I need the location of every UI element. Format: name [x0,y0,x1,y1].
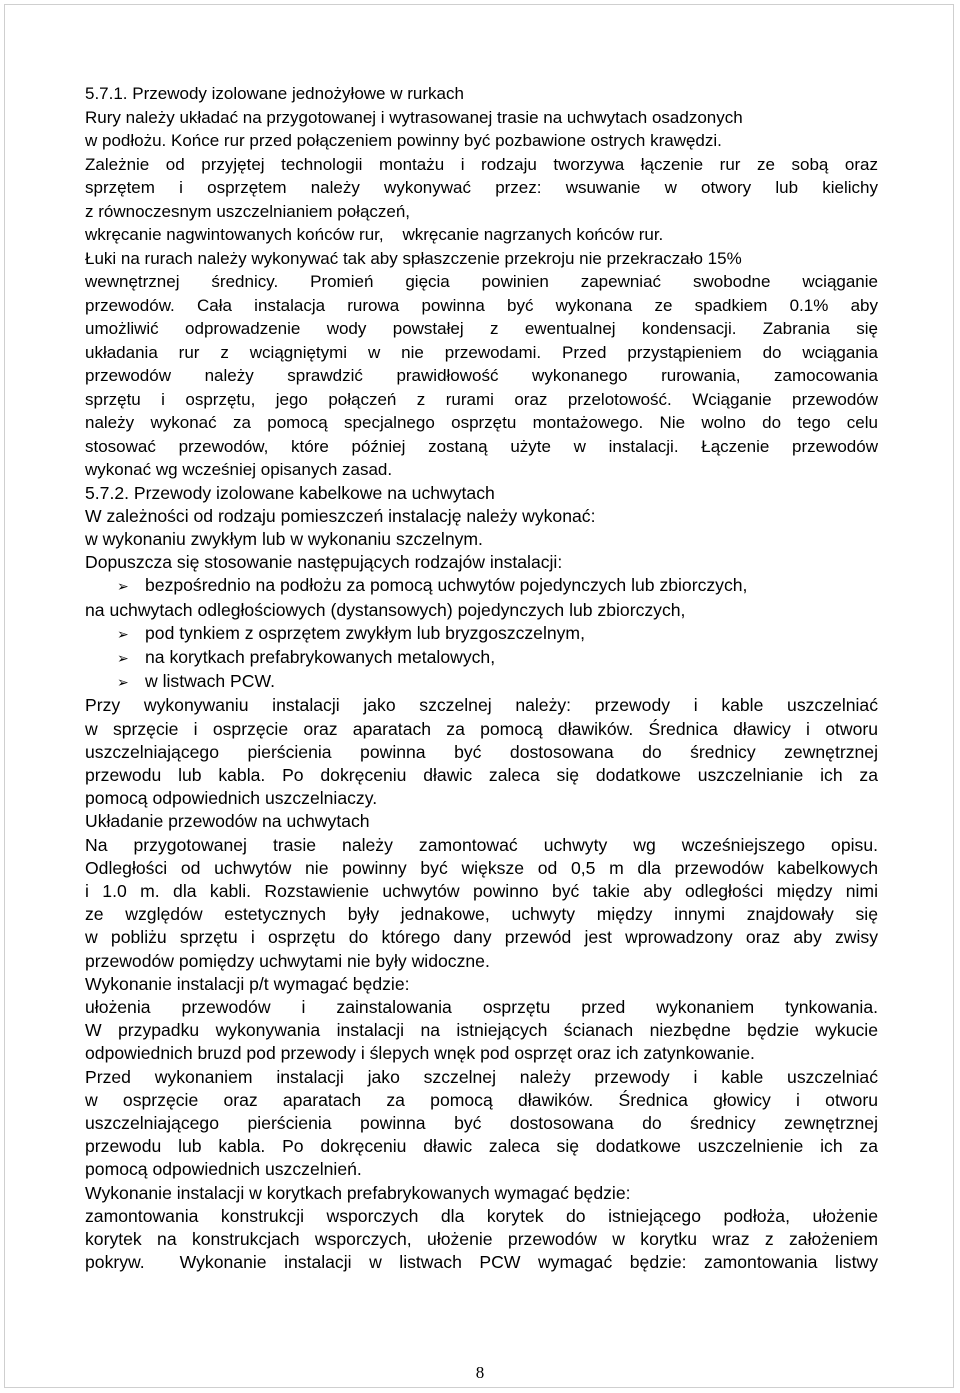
list-item-text: bezpośrednio na podłożu za pomocą uchwytów pojedynczych lub zbiorczych, [145,575,748,596]
text-line: Łuki na rurach należy wykonywać tak aby spłaszczenie przekroju nie przekraczało 15% [85,248,742,268]
list-item-text: w listwach PCW. [145,671,276,692]
text-line: uszczelniającego pierścienia powinna być dostosowana do średnicy zewnętrznej [85,1112,878,1133]
section-heading: 5.7.2. Przewody izolowane kabelkowe na uchwytach [85,482,495,503]
text-line: pomocą odpowiednich uszczelnień. [85,1159,362,1180]
text-line: przewodu lub kabla. Po dokręceniu dławic zaleca się dodatkowe uszczelnienie ich za [85,1136,878,1157]
text-line: korytek na konstrukcjach wsporczych, ułożenie przewodów w korytku wraz z założeniem [85,1229,878,1249]
subheading: Układanie przewodów na uchwytach [85,811,370,832]
text-line: wkręcanie nagwintowanych końców rur, wkręcanie nagrzanych końców rur. [85,225,664,244]
text-line: z równoczesnym uszczelnianiem połączeń, [85,201,411,221]
text-line: Rury należy układać na przygotowanej i wytrasowanej trasie na uchwytach osadzonych [85,107,743,127]
arrow-bullet-icon: ➢ [117,578,129,595]
arrow-bullet-icon: ➢ [117,674,129,691]
text-line: w osprzęcie oraz aparatach za pomocą dławików. Średnica głowicy i otworu [85,1089,878,1110]
text-line: Odległości od uchwytów nie powinny być większe od 0,5 m dla przewodów kabelkowych [85,857,878,878]
section-5-7-2 [85,482,878,1275]
text-line: przewodów pomiędzy uchwytami nie były widoczne. [85,950,490,971]
text-line: przewodów należy sprawdzić prawidłowość wykonanego rurowania, zamocowania [85,366,878,385]
document-body [85,82,878,1274]
subheading: Wykonanie instalacji w korytkach prefabrykowanych wymagać będzie: [85,1182,631,1203]
text-line: przewodu lub kabla. Po dokręceniu dławic zaleca się dodatkowe uszczelnianie ich za [85,764,878,785]
text-line: sprzętu i osprzętu, jego połączeń z rurami oraz przelotowość. Wciąganie przewodów [85,389,878,409]
arrow-bullet-icon: ➢ [117,649,129,666]
text-line: Na przygotowanej trasie należy zamontować uchwyty wg wcześniejszego opisu. [85,834,878,855]
text-line: ze względów estetycznych były jednakowe, uchwyty między innymi znajdowały się [85,904,878,925]
text-line: Dopuszcza się stosowanie następujących rodzajów instalacji: [85,552,563,573]
text-line: przewodów. Cała instalacja rurowa powinna być wykonana ze spadkiem 0.1% aby [85,295,878,315]
text-line: pokryw. Wykonanie instalacji w listwach PCW wymagać będzie: zamontowania listwy [85,1252,878,1273]
text-line: odpowiednich bruzd pod przewody i ślepych wnęk pod osprzęt oraz ich zatynkowanie. [85,1043,755,1064]
text-line: w wykonaniu zwykłym lub w wykonaniu szczelnym. [85,528,483,549]
text-line: Przed wykonaniem instalacji jako szczelnej należy przewody i kable uszczelniać [85,1066,878,1087]
text-line: ułożenia przewodów i zainstalowania osprzętu przed wykonaniem tynkowania. [85,996,878,1017]
text-line: na uchwytach odległościowych (dystansowych) pojedynczych lub zbiorczych, [85,599,686,620]
text-line: W zależności od rodzaju pomieszczeń instalację należy wykonać: [85,505,596,526]
page-number: 8 [475,1363,485,1382]
text-line: Zależnie od przyjętej technologii montażu i rodzaju tworzywa łączenie rur ze sobą oraz [85,154,878,174]
text-line: stosować przewodów, które później zostaną użyte w instalacji. Łączenie przewodów [85,436,878,456]
text-line: zamontowania konstrukcji wsporczych dla korytek do istniejącego podłoża, ułożenie [85,1205,878,1226]
subheading: Wykonanie instalacji p/t wymagać będzie: [85,973,410,994]
text-line: wykonać wg wcześniej opisanych zasad. [85,460,393,479]
list-item-text: pod tynkiem z osprzętem zwykłym lub bryzgoszczelnym, [145,622,585,643]
list-item [85,574,878,598]
arrow-bullet-icon: ➢ [117,625,129,642]
text-line: wewnętrznej średnicy. Promień gięcia powinien zapewniać swobodne wciąganie [85,272,878,291]
text-line: i 1.0 m. dla kabli. Rozstawienie uchwytów powinno być takie aby odległości między nimi [85,880,878,901]
text-line: w sprzęcie i osprzęcie oraz aparatach za pomocą dławików. Średnica dławicy i otworu [85,718,878,739]
text-line: Przy wykonywaniu instalacji jako szczelnej należy: przewody i kable uszczelniać [85,695,878,716]
text-line: pomocą odpowiednich uszczelniaczy. [85,788,378,809]
section-5-7-1 [85,82,878,482]
text-line: w pobliżu sprzętu i osprzętu do którego dany przewód jest wprowadzony oraz aby zwisy [85,927,878,948]
list-item-text: na korytkach prefabrykowanych metalowych, [145,646,496,667]
text-line: uszczelniającego pierścienia powinna być dostosowana do średnicy zewnętrznej [85,741,878,762]
text-line: w podłożu. Końce rur przed połączeniem powinny być pozbawione ostrych krawędzi. [85,131,722,150]
list-item [85,622,878,646]
text-line: W przypadku wykonywania instalacji na istniejących ścianach niezbędne będzie wykucie [85,1020,878,1041]
list-item [85,646,878,670]
text-line: należy wykonać za pomocą specjalnego osprzętu montażowego. Nie wolno do tego celu [85,413,878,432]
list-item [85,670,878,694]
text-line: układania rur z wciągniętymi w nie przewodami. Przed przystąpieniem do wciągania [85,342,878,362]
text-line: sprzętem i osprzętem należy wykonywać przez: wsuwanie w otwory lub kielichy [85,178,878,197]
text-line: umożliwić odprowadzenie wody powstałej z ewentualnej kondensacji. Zabrania się [85,319,878,338]
text-line: 5.7.1. Przewody izolowane jednożyłowe w rurkach [85,84,464,103]
